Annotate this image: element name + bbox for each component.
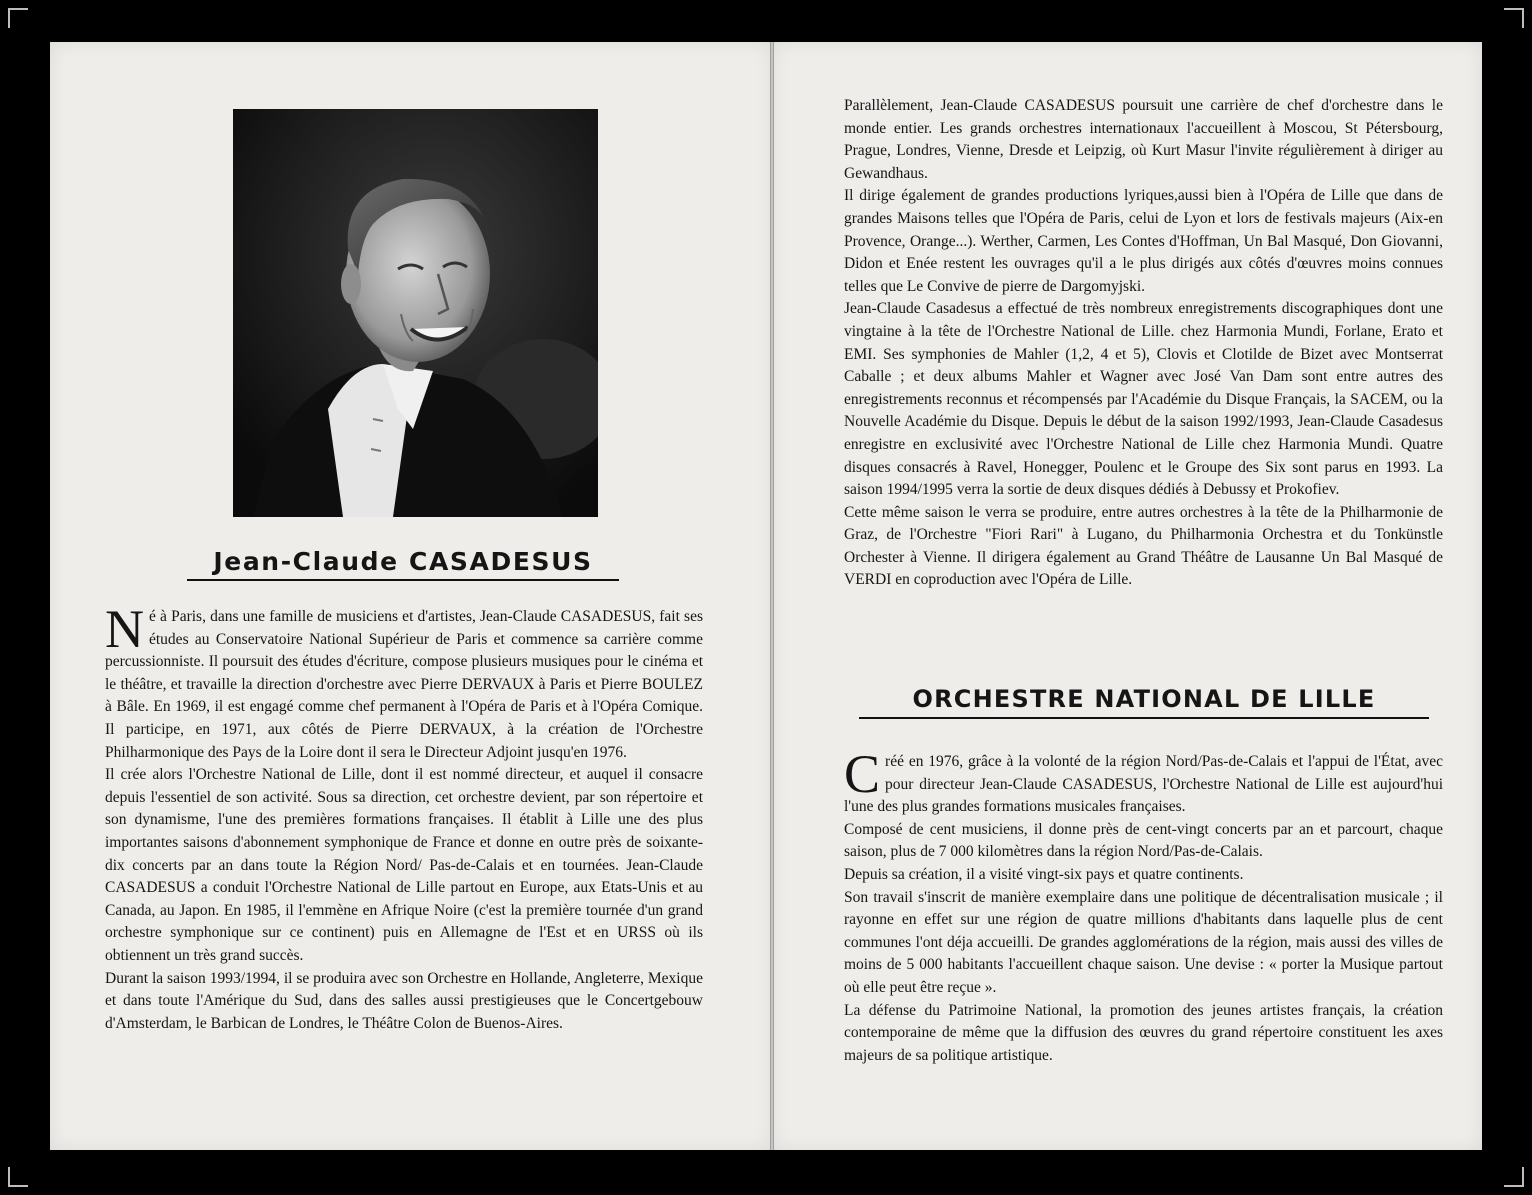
portrait-photo [233,109,598,517]
orchestra-paragraph: Composé de cent musiciens, il donne près de cent-vingt concerts par an et parcourt, chaque saison, plus de 7 000 kilomètres dans la région Nord/Pas-de-Calais. [844,820,1443,861]
career-paragraph: Jean-Claude Casadesus a effectué de très nombreux enregistrements discographiques dont une vingtaine à la tête de l'Orchestre National de Lille. chez Harmonia Mundi, Forlane, Erato et EMI. Ses symphonies de Mahler (1,2, 4 et 5), Clovis et Clotilde de Bizet avec Montserrat Caballe ; et deux albums Mahler et Wagner avec José Van Dam sont entre autres des enregistrements reconnus et récompensés par l'Académie du Disque Français, la SACEM, ou la Nouvelle Académie du Disque. Depuis le début de la saison 1992/1993, Jean-Claude Casadesus enregistre en exclusivité avec l'Orchestre National de Lille chez Harmonia Mundi. Quatre disques consacrés à Ravel, Honegger, Poulenc et le Groupe des Six sont parus en 1993. La saison 1994/1995 verra la sortie de deux disques dédiés à Debussy et Prokofiev. [844,300,1443,499]
scan-corner-mark [1504,1167,1524,1187]
career-paragraph: Cette même saison le verra se produire, entre autres orchestres à la tête de la Philharmonie de Graz, de l'Orchestre "Fiori Rari" à Lugano, du Philharmonia Orchestra et du Tonkünstle Orchester à Vienne. Il dirigera également au Grand Théâtre de Lausanne Un Bal Masqué de VERDI en coproduction avec l'Opéra de Lille. [844,503,1443,589]
drop-cap: C [844,744,881,804]
scan-corner-mark [1504,8,1524,28]
conductor-name-heading: Jean-Claude CASADESUS [187,548,619,581]
career-paragraph: Parallèlement, Jean-Claude CASADESUS poursuit une carrière de chef d'orchestre dans le monde entier. Les grands orchestres internationaux l'accueillent à Moscou, St Pétersbourg, Prague, Londres, Vienne, Dresde et Leipzig, où Kurt Masur l'invite régulièrement à diriger au Gewandhaus. [844,97,1443,182]
bio-paragraph: Né à Paris, dans une famille de musiciens et d'artistes, Jean-Claude CASADESUS, fait ses études au Conservatoire National Supérieur de Paris et commence sa carrière comme percussionniste. Il poursuit des études d'écriture, compose plusieurs musiques pour le cinéma et le théâtre, et travaille la direction d'orchestre avec Pierre DERVAUX à Paris et Pierre BOULEZ à Bâle. En 1969, il est engagé comme chef permanent à l'Opéra de Paris et à l'Opéra Comique. Il participe, en 1971, aux côtés de Pierre DERVAUX, à la création de l'Orchestre Philharmonique des Pays de la Loire dont il sera le Directeur Adjoint jusqu'en 1976. [105,599,703,761]
drop-cap: N [105,599,144,659]
orchestra-heading: ORCHESTRE NATIONAL DE LILLE [859,684,1429,719]
career-text [844,95,1443,592]
scan-corner-mark [8,1167,28,1187]
orchestra-paragraph: Depuis sa création, il a visité vingt-six pays et quatre continents. [844,865,1244,883]
orchestra-text [844,744,1443,1067]
bio-paragraph: Il crée alors l'Orchestre National de Lille, dont il est nommé directeur, et auquel il consacre depuis l'essentiel de son activité. Sous sa direction, cet orchestre devient, par son répertoire et son dynamisme, l'une des premières formations françaises. Il établit à Lille une des plus importantes saisons d'abonnement symphonique de France et donne en outre près de soixante-dix concerts par an dans toute la Région Nord/ Pas-de-Calais et en tournées. Jean-Claude CASADESUS a conduit l'Orchestre National de Lille partout en Europe, aux Etats-Unis et au Canada, au Japon. En 1985, il l'emmène en Afrique Noire (c'est la première tournée d'un grand orchestre symphonique sur ce continent) puis en Allemagne de l'Est et en URSS où ils obtiennent un très grand succès. [105,766,703,964]
bio-paragraph: Durant la saison 1993/1994, il se produira avec son Orchestre en Hollande, Angleterre, Mexique et dans toute l'Amérique du Sud, dans des salles aussi prestigieuses que le Concertgebouw d'Amsterdam, le Barbican de Londres, le Théâtre Colon de Buenos-Aires. [105,969,703,1032]
orchestra-paragraph: Créé en 1976, grâce à la volonté de la région Nord/Pas-de-Calais et l'appui de l'État, avec pour directeur Jean-Claude CASADESUS, l'Orchestre National de Lille est aujourd'hui l'une des plus grandes formations musicales françaises. [844,744,1443,816]
booklet-fold [770,42,774,1150]
orchestra-paragraph: Son travail s'inscrit de manière exemplaire dans une politique de décentralisation musicale ; il rayonne en effet sur une région de quatre millions d'habitants dans laquelle plus de cent communes l'ont déja accueilli. De grandes agglomérations de la région, mais aussi des villes de moins de 5 000 habitants l'accueillent chaque saison. Une devise : « porter la Musique partout où elle peut être reçue ». [844,888,1443,996]
scan-corner-mark [8,8,28,28]
biography-text [105,599,703,1035]
career-paragraph: Il dirige également de grandes productions lyriques,aussi bien à l'Opéra de Lille que dans de grandes Maisons telles que l'Opéra de Paris, celui de Lyon et lors de festivals majeurs (Aix-en Provence, Orange...). Werther, Carmen, Les Contes d'Hoffman, Un Bal Masqué, Don Giovanni, Didon et Enée restent les ouvrages qu'il a le plus dirigés aux côtés d'œuvres moins connues telles que Le Convive de pierre de Dargomyjski. [844,187,1443,295]
orchestra-paragraph: La défense du Patrimoine National, la promotion des jeunes artistes français, la création contemporaine de même que la diffusion des œuvres du grand répertoire constituent les axes majeurs de sa politique artistique. [844,1001,1443,1064]
